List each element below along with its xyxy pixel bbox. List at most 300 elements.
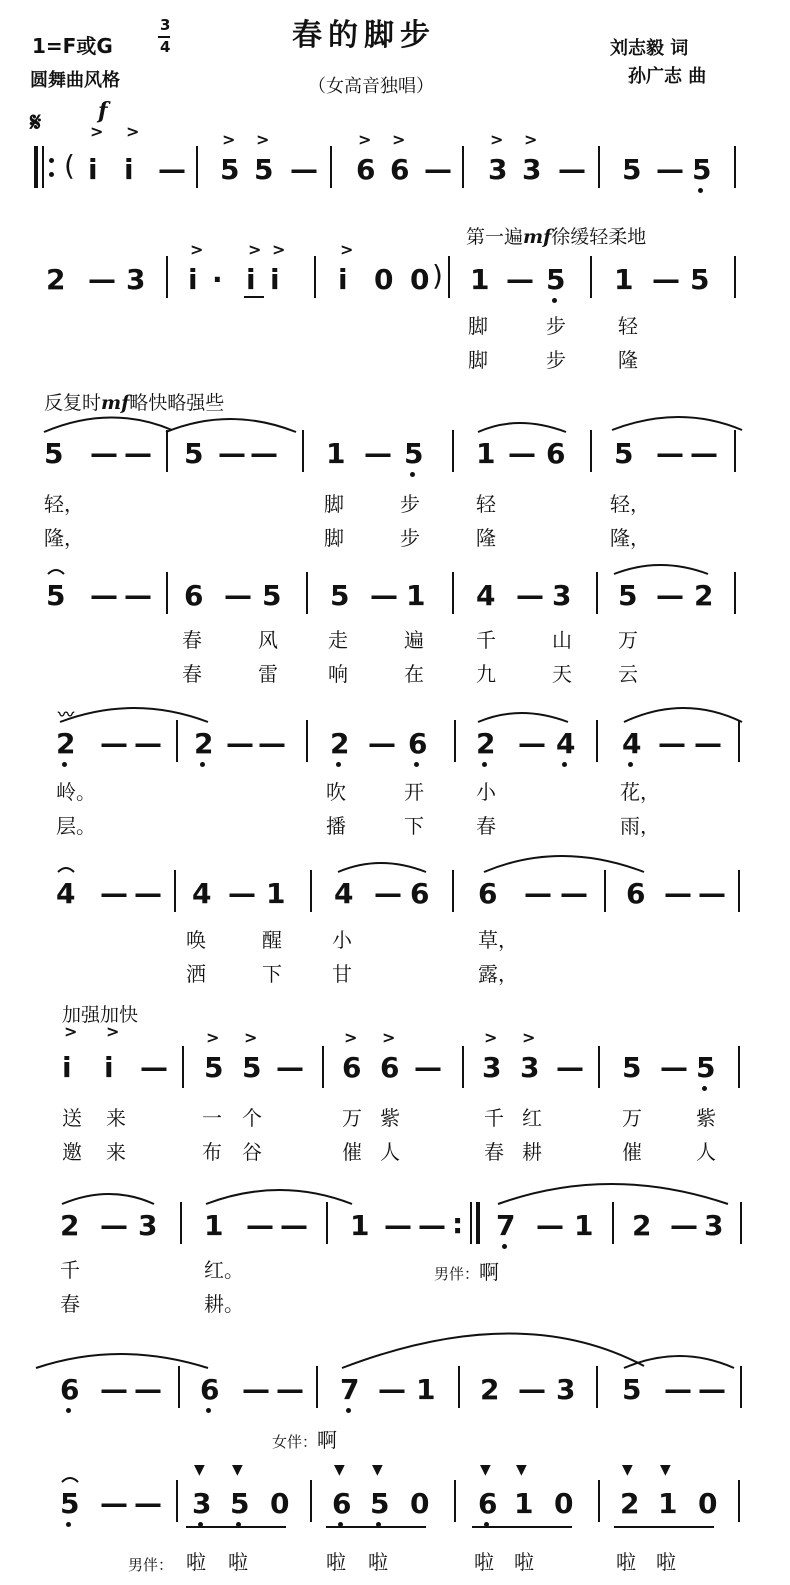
- lyric: 雨，: [620, 814, 660, 838]
- accent-mark: >: [524, 130, 538, 149]
- note: 6: [626, 877, 646, 910]
- note: 3: [488, 153, 508, 186]
- note: 4: [334, 877, 354, 910]
- note: 5: [254, 153, 274, 186]
- lyric: 耕。: [204, 1292, 244, 1316]
- dash: —: [226, 727, 254, 760]
- repeat-end-thin: [470, 1202, 472, 1244]
- barline: [734, 572, 736, 614]
- lyric: 步: [400, 526, 420, 550]
- first-time-marking: [466, 222, 646, 249]
- time-signature-top: 3: [160, 16, 171, 34]
- note: 5: [622, 1373, 642, 1406]
- dash: —: [368, 727, 396, 760]
- lyric: 春: [182, 662, 202, 686]
- staccato-mark: ▼: [660, 1462, 671, 1478]
- lyric: 布: [202, 1140, 222, 1164]
- dash: —: [506, 263, 534, 296]
- low-octave-dot: [414, 762, 419, 767]
- la-syllable: 啦: [186, 1550, 206, 1574]
- eighth-underline: [614, 1526, 714, 1528]
- dash: —: [418, 1209, 446, 1242]
- dash: —: [100, 727, 128, 760]
- low-octave-dot: [336, 762, 341, 767]
- male-chorus-ah-text: 啊: [479, 1260, 500, 1284]
- lyric: 响: [328, 662, 348, 686]
- dash: —: [652, 263, 680, 296]
- note: 1: [574, 1209, 594, 1242]
- barline: [738, 720, 740, 762]
- barline: [196, 146, 198, 188]
- dash: —: [694, 727, 722, 760]
- note: 1: [614, 263, 634, 296]
- note: 5: [690, 263, 710, 296]
- low-octave-dot: [200, 762, 205, 767]
- note: 2: [194, 727, 214, 760]
- accent-mark: >: [126, 122, 140, 141]
- note: 3: [522, 153, 542, 186]
- dash: —: [378, 1373, 406, 1406]
- note: i: [104, 1051, 114, 1084]
- lyric: 在: [404, 662, 424, 686]
- accent-mark: >: [90, 122, 104, 141]
- lyric: 脚: [468, 314, 488, 338]
- barline: [454, 720, 456, 762]
- dash: —: [224, 579, 252, 612]
- barline: [734, 430, 736, 472]
- lyric: 醒: [262, 928, 282, 952]
- note: 1: [266, 877, 286, 910]
- dot-duration: ·: [212, 263, 223, 296]
- barline: [166, 430, 168, 472]
- note: 5: [692, 153, 712, 186]
- note: 6: [342, 1051, 362, 1084]
- lyric: 春: [484, 1140, 504, 1164]
- note: 1: [476, 437, 496, 470]
- barline: [738, 1480, 740, 1522]
- note: 6: [408, 727, 428, 760]
- note: i: [124, 153, 134, 186]
- dash: —: [100, 1487, 128, 1520]
- slur: [478, 423, 566, 432]
- lyric: 天: [552, 662, 572, 686]
- dash: —: [664, 1373, 692, 1406]
- lyric: 人: [380, 1140, 400, 1164]
- lyric: 人: [696, 1140, 716, 1164]
- note: i: [62, 1051, 72, 1084]
- barline: [734, 146, 736, 188]
- low-octave-dot: [482, 762, 487, 767]
- la-syllable: 啦: [656, 1550, 676, 1574]
- dash: —: [276, 1051, 304, 1084]
- barline: [330, 146, 332, 188]
- low-octave-dot: [502, 1244, 507, 1249]
- note: 2: [694, 579, 714, 612]
- note: i: [88, 153, 98, 186]
- female-chorus-label: 女伴：: [272, 1433, 318, 1451]
- lyric: 露，: [478, 962, 518, 986]
- note: 4: [192, 877, 212, 910]
- lyric: 风: [258, 628, 278, 652]
- slur: [62, 1478, 78, 1482]
- note: 6: [546, 437, 566, 470]
- rest: 0: [270, 1487, 290, 1520]
- dash: —: [140, 1051, 168, 1084]
- barline: [174, 870, 176, 912]
- low-octave-dot: [552, 298, 557, 303]
- lyric: 脚: [324, 526, 344, 550]
- accent-mark: >: [344, 1028, 358, 1047]
- note: 2: [480, 1373, 500, 1406]
- lyric: 谷: [242, 1140, 262, 1164]
- lyric: 层。: [56, 814, 96, 838]
- barline: [462, 1046, 464, 1088]
- eighth-underline: [326, 1526, 426, 1528]
- note: 2: [330, 727, 350, 760]
- key-signature: 1=F或G: [32, 34, 113, 58]
- note: 5: [330, 579, 350, 612]
- barline: [326, 1202, 328, 1244]
- note: 5: [370, 1487, 390, 1520]
- dash: —: [374, 877, 402, 910]
- repeat-time-dynamic: mf: [101, 392, 130, 414]
- staccato-mark: ▼: [516, 1462, 527, 1478]
- accent-mark: >: [490, 130, 504, 149]
- forte-marking: f: [98, 98, 108, 124]
- first-time-expression: 徐缓轻柔地: [551, 226, 647, 248]
- dash: —: [656, 153, 684, 186]
- slur: [58, 868, 74, 872]
- lyric: 春: [476, 814, 496, 838]
- note: 1: [514, 1487, 534, 1520]
- lyric: 春: [182, 628, 202, 652]
- lyric: 耕: [522, 1140, 542, 1164]
- note: i: [270, 263, 280, 296]
- eighth-underline: [244, 296, 264, 298]
- lyric: 万: [622, 1106, 642, 1130]
- note: 5: [204, 1051, 224, 1084]
- lyric: 催: [622, 1140, 642, 1164]
- note: 4: [476, 579, 496, 612]
- dash: —: [518, 1373, 546, 1406]
- lyric: 隆，: [610, 526, 650, 550]
- lyric: 雷: [258, 662, 278, 686]
- dash: —: [656, 579, 684, 612]
- dash: —: [558, 153, 586, 186]
- staccato-mark: ▼: [480, 1462, 491, 1478]
- accent-mark: >: [244, 1028, 258, 1047]
- dash: —: [658, 727, 686, 760]
- note: 6: [478, 1487, 498, 1520]
- dash: —: [124, 437, 152, 470]
- note: 5: [622, 1051, 642, 1084]
- lyric: 隆: [476, 526, 496, 550]
- slur: [624, 1356, 734, 1368]
- note: 1: [406, 579, 426, 612]
- lyric: 轻，: [610, 492, 650, 516]
- lyric: 春: [60, 1292, 80, 1316]
- note: 3: [126, 263, 146, 296]
- composer: 孙广志 曲: [628, 66, 707, 87]
- low-octave-dot: [66, 1522, 71, 1527]
- note: 5: [618, 579, 638, 612]
- note: 3: [192, 1487, 212, 1520]
- barline: [176, 1480, 178, 1522]
- lyric: 唤: [186, 928, 206, 952]
- lyric: 紫: [380, 1106, 400, 1130]
- note: 4: [622, 727, 642, 760]
- dash: —: [134, 877, 162, 910]
- lyric: 洒: [186, 962, 206, 986]
- dash: —: [508, 437, 536, 470]
- barline: [302, 430, 304, 472]
- lyric: 甘: [332, 962, 352, 986]
- note: 2: [632, 1209, 652, 1242]
- lyric: 脚: [468, 348, 488, 372]
- note: 5: [622, 153, 642, 186]
- lyric: 万: [618, 628, 638, 652]
- lyric: 岭。: [56, 780, 96, 804]
- slur: [624, 708, 742, 722]
- rest: 0: [410, 1487, 430, 1520]
- low-octave-dot: [346, 1408, 351, 1413]
- rest: 0: [698, 1487, 718, 1520]
- la-syllable: 啦: [326, 1550, 346, 1574]
- male-chorus-la-label: 男伴：: [128, 1556, 174, 1574]
- dash: —: [670, 1209, 698, 1242]
- note: 5: [546, 263, 566, 296]
- note: 5: [262, 579, 282, 612]
- dash: —: [250, 437, 278, 470]
- dash: —: [258, 727, 286, 760]
- slur: [338, 863, 426, 872]
- barline: [734, 256, 736, 298]
- dash: —: [524, 877, 552, 910]
- accent-mark: >: [340, 240, 354, 259]
- paren-close: ): [432, 259, 443, 292]
- lyric: 小: [332, 928, 352, 952]
- lyric: 紫: [696, 1106, 716, 1130]
- note: i: [246, 263, 256, 296]
- barline: [738, 1046, 740, 1088]
- staccato-mark: ▼: [372, 1462, 383, 1478]
- lyric: 步: [400, 492, 420, 516]
- note: 3: [482, 1051, 502, 1084]
- time-signature-bottom: 4: [160, 38, 171, 56]
- dash: —: [424, 153, 452, 186]
- low-octave-dot: [66, 1408, 71, 1413]
- slur: [478, 713, 568, 722]
- slur: [342, 1333, 644, 1368]
- lyric: 草，: [478, 928, 518, 952]
- lyric: 播: [326, 814, 346, 838]
- lyric: 轻，: [44, 492, 84, 516]
- lyric: 来: [106, 1140, 126, 1164]
- barline: [740, 1366, 742, 1408]
- repeat-end-dots: :: [452, 1207, 464, 1240]
- barline: [590, 430, 592, 472]
- note: 5: [184, 437, 204, 470]
- male-chorus-label: 男伴：: [434, 1265, 480, 1283]
- lyric: 来: [106, 1106, 126, 1130]
- lyric: 催: [342, 1140, 362, 1164]
- intensify-marking: 加强加快: [62, 1004, 139, 1026]
- dash: —: [134, 727, 162, 760]
- lyric: 小: [476, 780, 496, 804]
- dash: —: [246, 1209, 274, 1242]
- dash: —: [100, 877, 128, 910]
- dash: —: [158, 153, 186, 186]
- lyric: 隆，: [44, 526, 84, 550]
- barline: [598, 146, 600, 188]
- lyric: 个: [242, 1106, 262, 1130]
- dash: —: [414, 1051, 442, 1084]
- note: 4: [56, 877, 76, 910]
- lyric: 红: [522, 1106, 542, 1130]
- note: 2: [46, 263, 66, 296]
- lyric: 开: [404, 780, 424, 804]
- dash: —: [516, 579, 544, 612]
- dash: —: [518, 727, 546, 760]
- note: 3: [520, 1051, 540, 1084]
- dash: —: [290, 153, 318, 186]
- barline: [180, 1202, 182, 1244]
- mordent-mark: 〰: [58, 705, 75, 724]
- accent-mark: >: [206, 1028, 220, 1047]
- lyricist: 刘志毅 词: [610, 38, 689, 59]
- barline: [458, 1366, 460, 1408]
- eighth-underline: [186, 1526, 286, 1528]
- style-marking: 圆舞曲风格: [30, 70, 120, 91]
- female-chorus-ah-text: 啊: [317, 1428, 338, 1452]
- dash: —: [100, 1209, 128, 1242]
- low-octave-dot: [410, 472, 415, 477]
- note: 1: [416, 1373, 436, 1406]
- barline: [452, 870, 454, 912]
- repeat-end-thick: [476, 1202, 480, 1244]
- note: i: [188, 263, 198, 296]
- note: 6: [200, 1373, 220, 1406]
- dash: —: [560, 877, 588, 910]
- dash: —: [556, 1051, 584, 1084]
- accent-mark: >: [256, 130, 270, 149]
- note: 6: [60, 1373, 80, 1406]
- la-syllable: 啦: [514, 1550, 534, 1574]
- note: 1: [470, 263, 490, 296]
- barline: [322, 1046, 324, 1088]
- note: 2: [476, 727, 496, 760]
- note: 5: [44, 437, 64, 470]
- note: 6: [332, 1487, 352, 1520]
- note: 5: [404, 437, 424, 470]
- repeat-start-thick: [34, 146, 38, 188]
- eighth-underline: [472, 1526, 572, 1528]
- lyric: 步: [546, 348, 566, 372]
- slur: [60, 708, 208, 722]
- note: 5: [696, 1051, 716, 1084]
- dash: —: [656, 437, 684, 470]
- note: 1: [658, 1487, 678, 1520]
- note: 5: [46, 579, 66, 612]
- note: 6: [410, 877, 430, 910]
- note: 2: [56, 727, 76, 760]
- repeat-time-marking: [44, 388, 224, 415]
- slur: [612, 417, 742, 430]
- dash: —: [384, 1209, 412, 1242]
- barline: [452, 430, 454, 472]
- lyric: 轻: [618, 314, 638, 338]
- dash: —: [134, 1373, 162, 1406]
- barline: [306, 572, 308, 614]
- note: 5: [230, 1487, 250, 1520]
- lyric: 遍: [404, 628, 424, 652]
- note: 5: [242, 1051, 262, 1084]
- barline: [448, 256, 450, 298]
- repeat-time-expression: 略快略强些: [129, 392, 225, 414]
- staccato-mark: ▼: [622, 1462, 633, 1478]
- barline: [598, 1480, 600, 1522]
- note: 6: [390, 153, 410, 186]
- rest: 0: [410, 263, 430, 296]
- dash: —: [536, 1209, 564, 1242]
- slur: [36, 1354, 208, 1368]
- barline: [314, 256, 316, 298]
- dash: —: [664, 877, 692, 910]
- barline: [306, 720, 308, 762]
- lyric: 步: [546, 314, 566, 338]
- lyric: 邀: [62, 1140, 82, 1164]
- dash: —: [698, 877, 726, 910]
- first-time-dynamic: mf: [523, 226, 552, 248]
- accent-mark: >: [272, 240, 286, 259]
- note: 2: [60, 1209, 80, 1242]
- song-title: 春的脚步: [292, 18, 436, 53]
- la-syllable: 啦: [616, 1550, 636, 1574]
- slur: [206, 1190, 352, 1204]
- female-chorus-ah: [272, 1424, 337, 1453]
- dash: —: [124, 579, 152, 612]
- note: 5: [220, 153, 240, 186]
- lyric: 吹: [326, 780, 346, 804]
- dash: —: [90, 579, 118, 612]
- lyric: 花，: [620, 780, 660, 804]
- lyric: 脚: [324, 492, 344, 516]
- barline: [310, 870, 312, 912]
- lyric: 下: [262, 962, 282, 986]
- note: 6: [184, 579, 204, 612]
- lyric: 千: [484, 1106, 504, 1130]
- note: 3: [556, 1373, 576, 1406]
- dash: —: [228, 877, 256, 910]
- accent-mark: >: [222, 130, 236, 149]
- barline: [596, 720, 598, 762]
- dash: —: [370, 579, 398, 612]
- accent-mark: >: [522, 1028, 536, 1047]
- note: 1: [326, 437, 346, 470]
- note: 4: [556, 727, 576, 760]
- segno-sign: 𝄋: [30, 108, 42, 138]
- lyric: 山: [552, 628, 572, 652]
- note: 6: [356, 153, 376, 186]
- low-octave-dot: [206, 1408, 211, 1413]
- first-time-label: 第一遍: [466, 226, 524, 248]
- note: i: [338, 263, 348, 296]
- repeat-dot: [49, 158, 54, 163]
- barline: [596, 1366, 598, 1408]
- note: 3: [138, 1209, 158, 1242]
- lyric: 万: [342, 1106, 362, 1130]
- accent-mark: >: [64, 1022, 78, 1041]
